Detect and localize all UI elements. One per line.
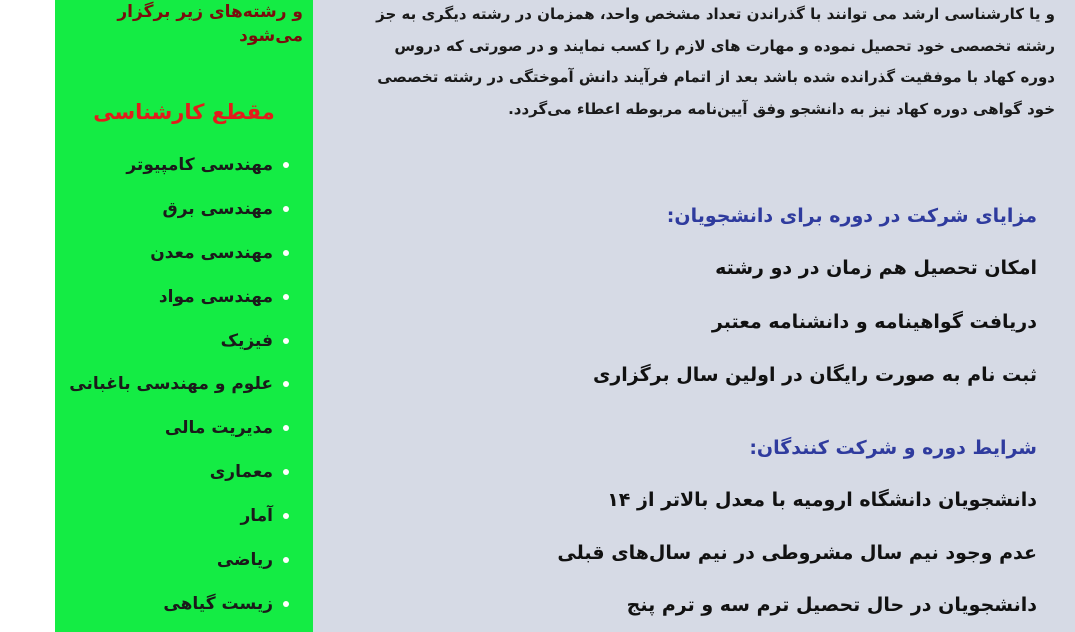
bullet-icon (283, 601, 289, 607)
bullet-icon (283, 381, 289, 387)
major-label: آمار (240, 506, 273, 527)
intro-line: و یا کارشناسی ارشد می توانند با گذراندن تعداد مشخص واحد، همزمان در رشته دیگری به جز (376, 5, 1055, 23)
benefits-heading: مزایای شرکت در دوره برای دانشجویان: (666, 205, 1037, 227)
bullet-icon (283, 557, 289, 563)
major-label: معماری (209, 462, 273, 483)
major-item (55, 275, 313, 319)
major-label: زیست گیاهی (163, 593, 273, 614)
intro-line: دوره کهاد با موفقیت گذرانده شده باشد بعد از اتمام فرآیند دانش آموختگی در رشته تخصصی (377, 68, 1055, 86)
intro-line: رشته تخصصی خود تحصیل نموده و مهارت های لازم را کسب نمایند و در صورتی که دروس (394, 36, 1055, 55)
bullet-icon (283, 513, 289, 519)
major-label: علوم و مهندسی باغبانی (69, 374, 273, 395)
condition-item: عدم وجود نیم سال مشروطی در نیم سال‌های قبلی (557, 542, 1037, 564)
benefit-item: ثبت نام به صورت رایگان در اولین سال برگزاری (592, 364, 1037, 386)
major-item (55, 362, 313, 406)
bullet-icon (283, 162, 289, 168)
bullet-icon (283, 250, 289, 256)
major-item (55, 450, 313, 494)
major-item (55, 494, 313, 538)
condition-item: دانشجویان در حال تحصیل ترم سه و ترم پنج (626, 594, 1037, 616)
major-item (55, 231, 313, 275)
bullet-icon (283, 206, 289, 212)
major-item (55, 538, 313, 582)
benefit-item: امکان تحصیل هم زمان در دو رشته (715, 257, 1037, 279)
major-item (55, 582, 313, 626)
main-content (313, 0, 1075, 632)
conditions-heading: شرایط دوره و شرکت کنندگان: (749, 437, 1037, 459)
bullet-icon (283, 469, 289, 475)
intro-paragraph (325, 3, 1055, 121)
major-label: مهندسی مواد (158, 286, 273, 307)
major-label: مهندسی کامپیوتر (126, 154, 273, 175)
major-label: مدیریت مالی (164, 418, 273, 439)
major-item (55, 319, 313, 363)
sidebar-header: و رشته‌های زیر برگزار می‌شود (117, 2, 303, 46)
major-item (55, 187, 313, 231)
major-label: ریاضی (216, 549, 273, 570)
major-list (55, 143, 313, 626)
bullet-icon (283, 425, 289, 431)
major-label: فیزیک (220, 330, 273, 351)
majors-sidebar (55, 0, 313, 632)
sidebar-title: مقطع کارشناسی (93, 100, 275, 124)
bullet-icon (283, 338, 289, 344)
bullet-icon (283, 294, 289, 300)
intro-line: خود گواهی دوره کهاد نیز به دانشجو وفق آیین‌نامه مربوطه اعطاء می‌گردد. (508, 99, 1055, 118)
major-item (55, 143, 313, 187)
major-label: مهندسی برق (162, 198, 273, 219)
condition-item: دانشجویان دانشگاه ارومیه با معدل بالاتر از ۱۴ (607, 489, 1037, 511)
benefit-item: دریافت گواهینامه و دانشنامه معتبر (711, 311, 1037, 333)
left-margin (0, 0, 55, 632)
major-item (55, 406, 313, 450)
major-label: مهندسی معدن (150, 242, 273, 263)
